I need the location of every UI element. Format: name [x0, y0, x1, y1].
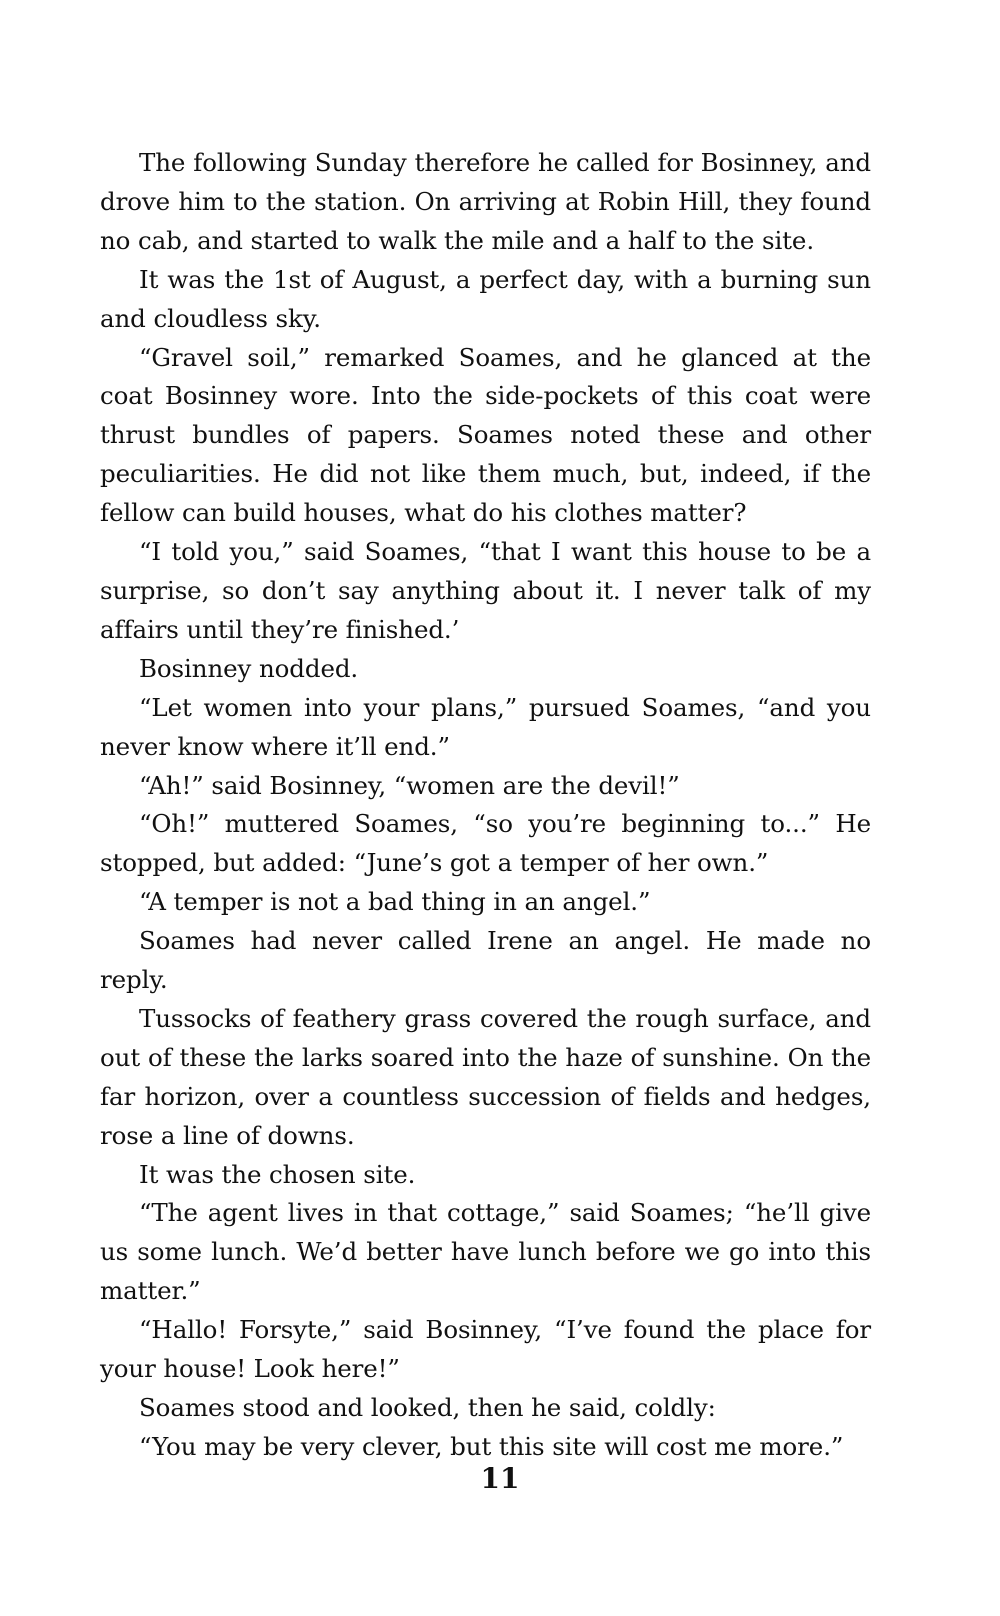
paragraph: Soames had never called Irene an angel. He made no reply.	[100, 926, 871, 995]
paragraph: “The agent lives in that cottage,” said Soames; “he’ll give us some lunch. We’d better have lunch before we go into this matter.”	[100, 1198, 871, 1306]
paragraph: It was the 1st of August, a perfect day, with a burning sun and cloudless sky.	[100, 264, 871, 333]
paragraph: “I told you,” said Soames, “that I want this house to be a surprise, so don’t say anything about it. I never talk of my affairs until they’re finished.’	[100, 537, 871, 644]
paragraph: “Hallo! Forsyte,” said Bosinney, “I’ve found the place for your house! Look here!”	[100, 1315, 871, 1384]
paragraph: “Let women into your plans,” pursued Soames, “and you never know where it’ll end.”	[100, 692, 871, 761]
paragraph: “Oh!” muttered Soames, “so you’re beginning to...” He stopped, but added: “June’s got a temper of her own.”	[100, 809, 871, 878]
paragraph: Soames stood and looked, then he said, coldly:	[139, 1393, 716, 1422]
paragraph: Tussocks of feathery grass covered the rough surface, and out of these the larks soared into the haze of sunshine. On the far horizon, over a countless succession of fields and hedges, rose a line of downs.	[100, 1003, 871, 1150]
paragraph: “Gravel soil,” remarked Soames, and he glanced at the coat Bosinney wore. Into the side-pockets of this coat were thrust bundles of papers. Soames noted these and other peculiarities. He did not like them much, but, indeed, if the fellow can build houses, what do his clothes matter?	[100, 342, 871, 528]
paragraph: The following Sunday therefore he called for Bosinney, and drove him to the station. On arriving at Robin Hill, they found no cab, and started to walk the mile and a half to the site.	[100, 148, 871, 255]
paragraph: Bosinney nodded.	[139, 653, 359, 683]
paragraph: “You may be very clever, but this site will cost me more.”	[139, 1431, 844, 1461]
page-number: 11	[480, 1462, 520, 1495]
paragraph: “A temper is not a bad thing in an angel.”	[139, 887, 651, 917]
body-text	[100, 144, 871, 1467]
paragraph: It was the chosen site.	[139, 1159, 416, 1189]
paragraph: “Ah!” said Bosinney, “women are the devil!”	[139, 770, 680, 800]
